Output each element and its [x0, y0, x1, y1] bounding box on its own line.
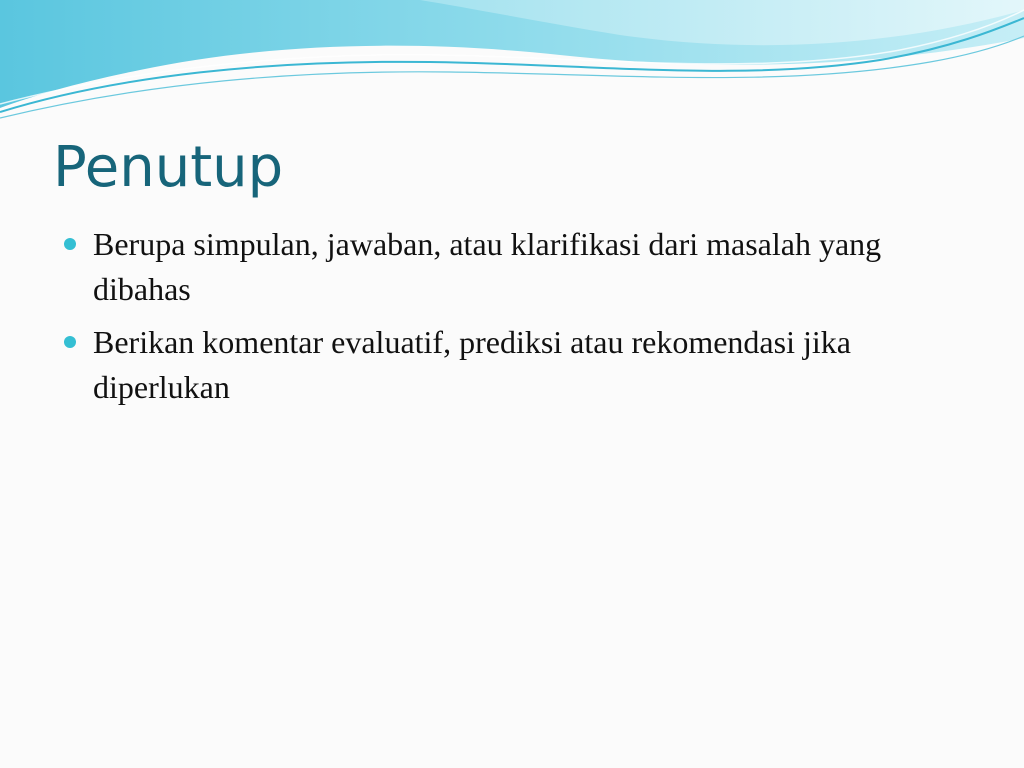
bullet-dot-icon: [64, 336, 76, 348]
bullet-text: Berupa simpulan, jawaban, atau klarifikasi dari masalah yang dibahas: [93, 226, 882, 307]
bullet-list: [62, 222, 982, 418]
bullet-item: [62, 320, 982, 410]
wave-header-decoration: [0, 0, 1024, 130]
bullet-text: Berikan komentar evaluatif, prediksi atau rekomendasi jika diperlukan: [93, 324, 851, 405]
slide-title: Penutup: [53, 135, 284, 200]
bullet-dot-icon: [64, 238, 76, 250]
bullet-item: [62, 222, 982, 312]
